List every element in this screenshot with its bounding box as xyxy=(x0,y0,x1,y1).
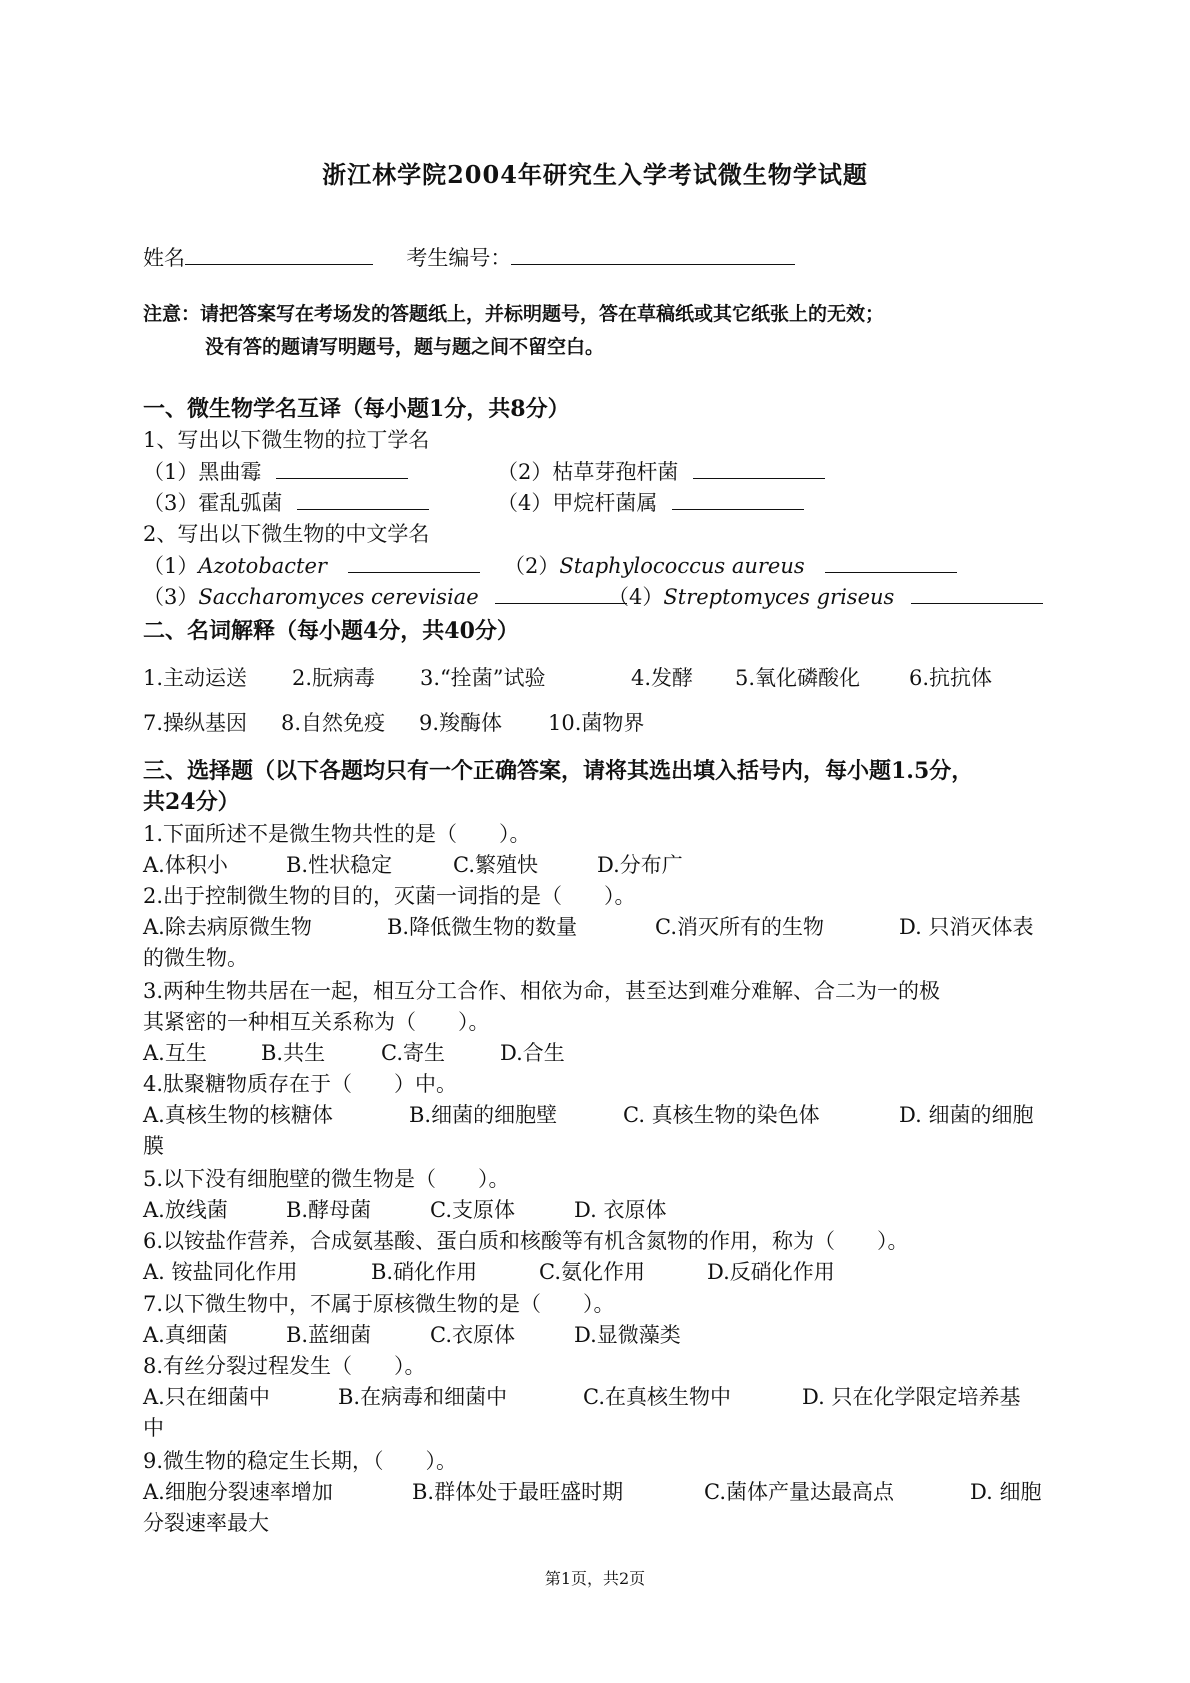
name-blank xyxy=(185,246,373,265)
name-label: 姓名 xyxy=(143,246,185,270)
q8-opt-b: B.在病毒和细菌中 xyxy=(338,1385,508,1409)
exam-id-blank xyxy=(511,246,795,265)
section2-heading: 二、名词解释（每小题4分，共40分） xyxy=(143,618,519,644)
header-fields xyxy=(143,242,795,272)
q9-opt-c: C.菌体产量达最高点 xyxy=(704,1480,894,1504)
q2-opt-b: B.降低微生物的数量 xyxy=(387,915,578,939)
q2-opt-d: D. 只消灭体表 xyxy=(899,915,1034,939)
q2-opt-c: C.消灭所有的生物 xyxy=(655,915,824,939)
s1-q2-item-1: （1）Azotobacter xyxy=(143,550,480,580)
q5-opt-b: B.酵母菌 xyxy=(286,1198,372,1222)
s1-q1-item-4: （4）甲烷杆菌属 xyxy=(497,487,804,517)
q6-opt-c: C.氨化作用 xyxy=(539,1260,645,1284)
term-7: 7.操纵基因 xyxy=(143,711,248,735)
q5-opt-a: A.放线菌 xyxy=(143,1198,228,1222)
q9-opt-d: D. 细胞 xyxy=(970,1480,1042,1504)
q9-opt-b: B.群体处于最旺盛时期 xyxy=(412,1480,624,1504)
section3-heading-1: 三、选择题（以下各题均只有一个正确答案，请将其选出填入括号内，每小题1.5分， xyxy=(143,758,974,784)
q3-opt-b: B.共生 xyxy=(261,1041,326,1065)
q3-opt-c: C.寄生 xyxy=(381,1041,445,1065)
q2-opt-a: A.除去病原微生物 xyxy=(143,915,312,939)
exam-id-label: 考生编号： xyxy=(406,246,512,270)
q7-text: 7.以下微生物中，不属于原核微生物的是（ ）。 xyxy=(143,1292,615,1316)
section1-q2: 2、写出以下微生物的中文学名 xyxy=(143,522,430,546)
term-5: 5.氧化磷酸化 xyxy=(735,666,861,690)
q8-text: 8.有丝分裂过程发生（ ）。 xyxy=(143,1354,426,1378)
s1-q2-item-2: （2）Staphylococcus aureus xyxy=(504,550,957,580)
q6-text: 6.以铵盐作营养，合成氨基酸、蛋白质和核酸等有机含氮物的作用，称为（ ）。 xyxy=(143,1229,909,1253)
term-4: 4.发酵 xyxy=(631,666,694,690)
section1-heading: 一、微生物学名互译（每小题1分，共8分） xyxy=(143,396,570,422)
q4-text: 4.肽聚糖物质存在于（ ）中。 xyxy=(143,1072,458,1096)
q4-opt-d: D. 细菌的细胞 xyxy=(899,1103,1034,1127)
q6-opt-d: D.反硝化作用 xyxy=(707,1260,835,1284)
q9-cont: 分裂速率最大 xyxy=(143,1511,269,1535)
q7-opt-c: C.衣原体 xyxy=(430,1323,515,1347)
q8-opt-a: A.只在细菌中 xyxy=(143,1385,270,1409)
term-2: 2.朊病毒 xyxy=(292,666,376,690)
q4-opt-a: A.真核生物的核糖体 xyxy=(143,1103,333,1127)
q7-opt-b: B.蓝细菌 xyxy=(286,1323,372,1347)
q9-opt-a: A.细胞分裂速率增加 xyxy=(143,1480,333,1504)
q9-text: 9.微生物的稳定生长期，（ ）。 xyxy=(143,1449,458,1473)
section1-q1: 1、写出以下微生物的拉丁学名 xyxy=(143,428,430,452)
term-10: 10.菌物界 xyxy=(548,711,645,735)
notice-line-2: 没有答的题请写明题号，题与题之间不留空白。 xyxy=(205,336,605,358)
q7-opt-d: D.显微藻类 xyxy=(574,1323,681,1347)
q6-opt-b: B.硝化作用 xyxy=(371,1260,478,1284)
q4-opt-c: C. 真核生物的染色体 xyxy=(623,1103,820,1127)
q2-cont: 的微生物。 xyxy=(143,946,248,970)
term-1: 1.主动运送 xyxy=(143,666,248,690)
page-footer: 第1页，共2页 xyxy=(544,1569,646,1588)
term-9: 9.羧酶体 xyxy=(419,711,503,735)
q3-text-2: 其紧密的一种相互关系称为（ ）。 xyxy=(143,1010,490,1034)
q7-opt-a: A.真细菌 xyxy=(143,1323,228,1347)
q8-opt-c: C.在真核生物中 xyxy=(583,1385,731,1409)
q6-opt-a: A. 铵盐同化作用 xyxy=(143,1260,298,1284)
s1-q2-item-3: （3）Saccharomyces cerevisiae xyxy=(143,581,627,611)
q2-text: 2.出于控制微生物的目的，灭菌一词指的是（ ）。 xyxy=(143,884,636,908)
q8-cont: 中 xyxy=(143,1416,164,1440)
q4-cont: 膜 xyxy=(143,1134,164,1158)
s1-q1-item-2: （2）枯草芽孢杆菌 xyxy=(497,456,825,486)
s1-q1-item-3: （3）霍乱弧菌 xyxy=(143,487,429,517)
page-title: 浙江林学院2004年研究生入学考试微生物学试题 xyxy=(322,160,868,189)
q5-opt-c: C.支原体 xyxy=(430,1198,515,1222)
q5-text: 5.以下没有细胞壁的微生物是（ ）。 xyxy=(143,1167,510,1191)
term-6: 6.抗抗体 xyxy=(909,666,993,690)
q1-opt-b: B.性状稳定 xyxy=(286,853,393,877)
q4-opt-b: B.细菌的细胞壁 xyxy=(409,1103,558,1127)
s1-q1-item-1: （1）黑曲霉 xyxy=(143,456,408,486)
q1-opt-a: A.体积小 xyxy=(143,853,228,877)
q5-opt-d: D. 衣原体 xyxy=(574,1198,667,1222)
q3-text-1: 3.两种生物共居在一起，相互分工合作、相依为命，甚至达到难分难解、合二为一的极 xyxy=(143,979,941,1003)
notice-line-1: 注意：请把答案写在考场发的答题纸上，并标明题号，答在草稿纸或其它纸张上的无效； xyxy=(143,303,885,325)
term-3: 3.“拴菌”试验 xyxy=(420,666,546,690)
s1-q2-item-4: （4）Streptomyces griseus xyxy=(608,581,1043,611)
q3-opt-d: D.合生 xyxy=(500,1041,565,1065)
q3-opt-a: A.互生 xyxy=(143,1041,207,1065)
q8-opt-d: D. 只在化学限定培养基 xyxy=(802,1385,1021,1409)
q1-text: 1.下面所述不是微生物共性的是（ ）。 xyxy=(143,822,531,846)
term-8: 8.自然免疫 xyxy=(281,711,386,735)
q1-opt-d: D.分布广 xyxy=(597,853,683,877)
q1-opt-c: C.繁殖快 xyxy=(453,853,538,877)
section3-heading-2: 共24分） xyxy=(143,789,240,815)
